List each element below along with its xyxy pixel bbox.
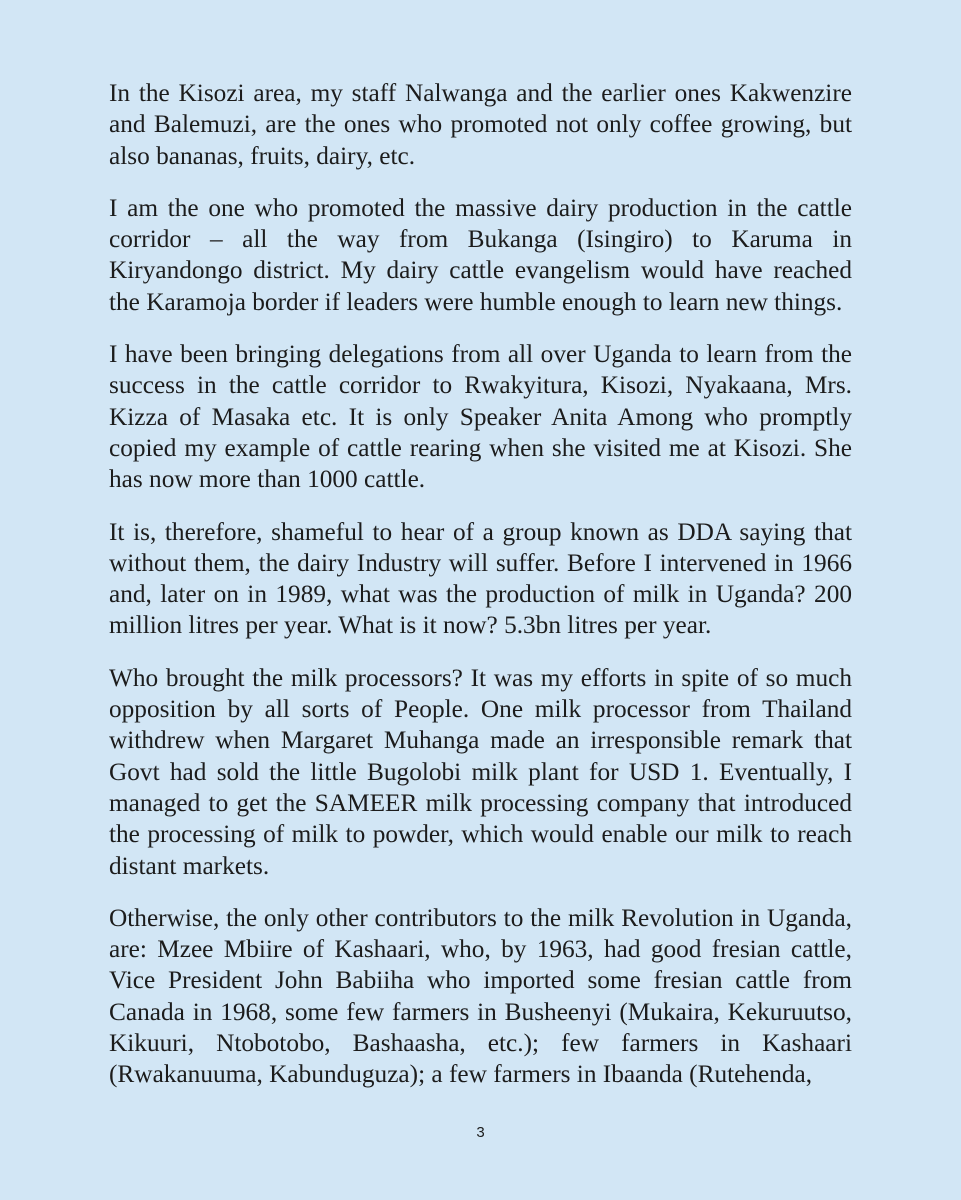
paragraph-kisozi-staff: In the Kisozi area, my staff Nalwanga and the earlier ones Kakwenzire and Balemuzi, are the ones who promoted not only coffee growing, but also bananas, fruits, dairy, etc. [109,79,852,170]
paragraph-other-contributors: Otherwise, the only other contributors to the milk Revolution in Uganda, are: Mzee Mbiire of Kashaari, who, by 1963, had good fresian cattle, Vice President John Babiiha who imported some fresian cattle from Canada in 1968, some few farmers in Busheenyi (Mukaira, Kekuruutso, Kikuuri, Ntobotobo, Bashaasha, etc.); few farmers in Kashaari (Rwakanuuma, Kabunduguza); a few farmers in Ibaanda (Rutehenda, [109,903,852,1089]
paragraph-cattle-corridor: I am the one who promoted the massive dairy production in the cattle corridor – all the way from Bukanga (Isingiro) to Karuma in Kiryandongo district. My dairy cattle evangelism would have reached the Karamoja border if leaders were humble enough to learn new things. [109,193,852,316]
document-body [109,78,852,1112]
page-number: 3 [476,1124,485,1141]
paragraph-delegations: I have been bringing delegations from all over Uganda to learn from the success in the cattle corridor to Rwakyitura, Kisozi, Nyakaana, Mrs. Kizza of Masaka etc. It is only Speaker Anita Among who promptly copied my example of cattle rearing when she visited me at Kisozi. She has now more than 1000 cattle. [109,340,852,494]
paragraph-dda: It is, therefore, shameful to hear of a group known as DDA saying that without them, the dairy Industry will suffer. Before I intervened in 1966 and, later on in 1989, what was the production of milk in Uganda? 200 million litres per year. What is it now? 5.3bn litres per year. [109,517,852,640]
paragraph-milk-processors: Who brought the milk processors? It was my efforts in spite of so much opposition by all sorts of People. One milk processor from Thailand withdrew when Margaret Muhanga made an irresponsible remark that Govt had sold the little Bugolobi milk plant for USD 1. Eventually, I managed to get the SAMEER milk processing company that introduced the processing of milk to powder, which would enable our milk to reach distant markets. [109,663,852,880]
